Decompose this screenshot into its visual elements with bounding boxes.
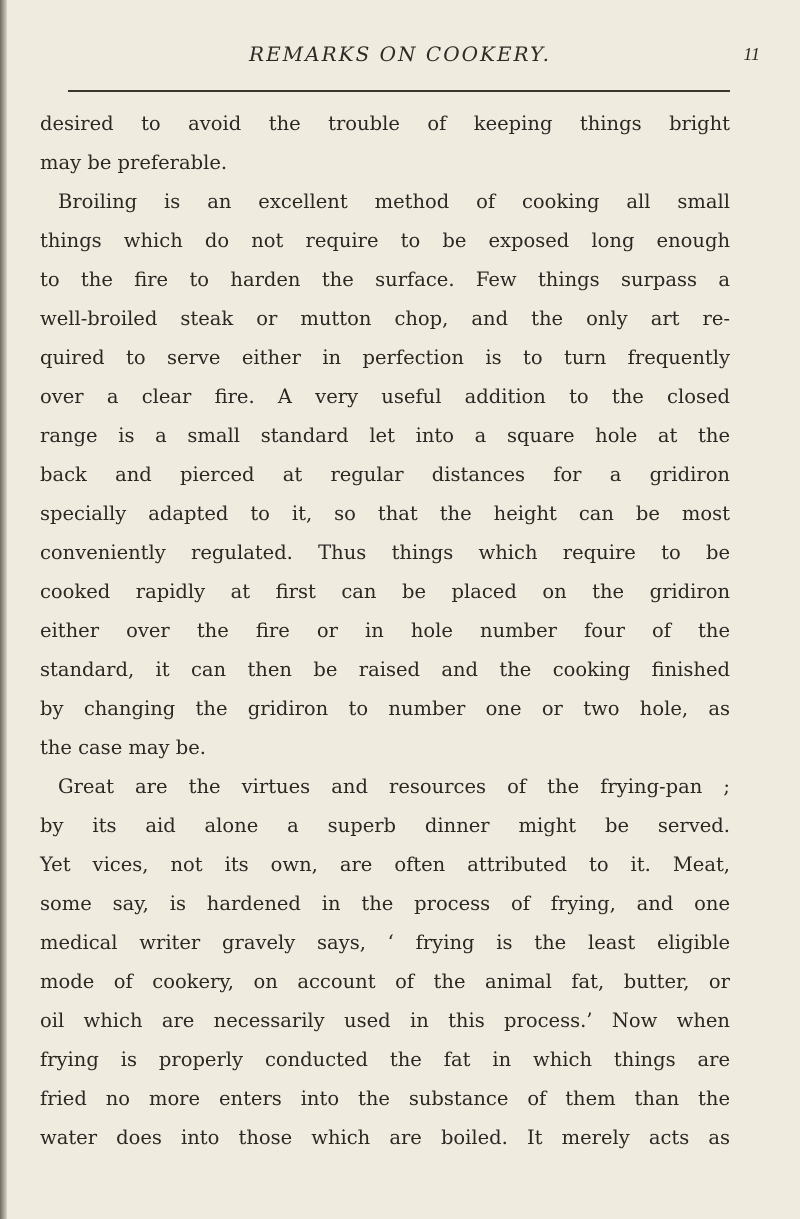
text-line: over a clear fire. A very useful addition to the closed [40,385,730,408]
text-line: range is a small standard let into a square hole at the [40,424,730,447]
text-line: the case may be. [40,736,206,759]
text-line: some say, is hardened in the process of frying, and one [40,892,730,915]
text-line: may be preferable. [40,151,228,174]
text-line: Broiling is an excellent method of cooking all small [58,190,730,213]
text-line: Great are the virtues and resources of the frying-pan ; [58,775,730,798]
text-line: mode of cookery, on account of the animal fat, butter, or [40,970,730,993]
running-head [40,42,760,82]
body-text [40,104,730,1157]
text-line: Yet vices, not its own, are often attributed to it. Meat, [40,853,730,876]
page-number: 11 [743,44,760,64]
text-line: standard, it can then be raised and the cooking finished [40,658,730,681]
text-line: either over the fire or in hole number four of the [40,619,730,642]
text-line: specially adapted to it, so that the height can be most [40,502,730,525]
text-line: cooked rapidly at first can be placed on the gridiron [40,580,730,603]
text-line: back and pierced at regular distances for a gridiron [40,463,730,486]
page-binding-edge [0,0,7,1219]
text-line: to the fire to harden the surface. Few things surpass a [40,268,730,291]
text-line: quired to serve either in perfection is to turn frequently [40,346,730,369]
text-line: medical writer gravely says, ‘ frying is the least eligible [40,931,730,954]
text-line: things which do not require to be exposed long enough [40,229,730,252]
text-line: desired to avoid the trouble of keeping things bright [40,112,730,135]
text-line: by changing the gridiron to number one or two hole, as [40,697,730,720]
text-line: well-broiled steak or mutton chop, and the only art re- [40,307,730,330]
text-line: oil which are necessarily used in this process.’ Now when [40,1009,730,1032]
text-line: water does into those which are boiled. It merely acts as [40,1126,730,1149]
running-title: REMARKS ON COOKERY. [249,42,551,66]
text-line: conveniently regulated. Thus things which require to be [40,541,730,564]
text-line: by its aid alone a superb dinner might be served. [40,814,730,837]
header-rule [68,90,730,92]
text-line: frying is properly conducted the fat in which things are [40,1048,730,1071]
text-line: fried no more enters into the substance of them than the [40,1087,730,1110]
